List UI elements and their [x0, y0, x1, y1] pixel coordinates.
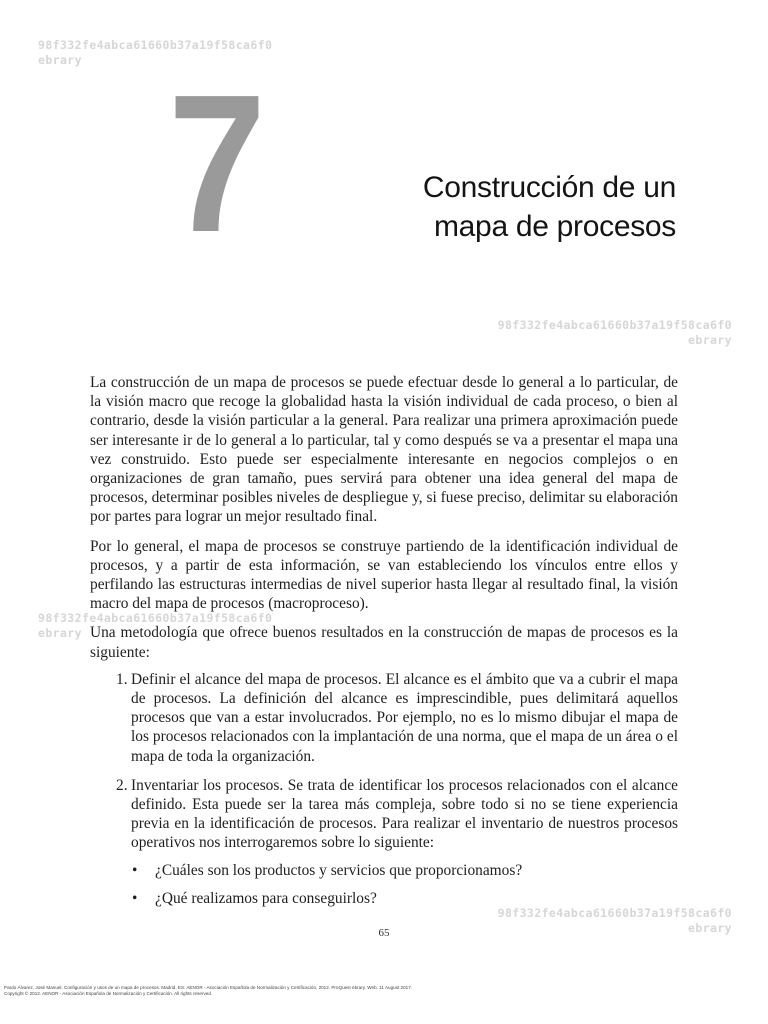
paragraph: Por lo general, el mapa de procesos se construye partiendo de la identificación individual de procesos, y a partir de esta información, se van estableciendo los vínculos entre ellos y perfilando las estructuras intermedias de nivel superior hasta llegar al resultado final, la visión macro del mapa de procesos (macroproceso). [90, 537, 678, 613]
question-text: ¿Qué realizamos para conseguirlos? [155, 889, 377, 907]
watermark-hash: 98f332fe4abca61660b37a19f58ca6f0 [497, 318, 732, 332]
bullet-icon: • [132, 861, 138, 879]
watermark-hash: 98f332fe4abca61660b37a19f58ca6f0 [38, 38, 273, 52]
footer [4, 985, 764, 997]
step-number: 2. [116, 776, 128, 794]
step-text: Definir el alcance del mapa de procesos. El alcance es el ámbito que va a cubrir el mapa de procesos. La definición del alcance es imprescindible, pues delimitará aquellos procesos que van a estar involucrados. Por ejemplo, no es lo mismo dibujar el mapa de los procesos relacionados con la implantación de una norma, que el mapa de un área o el mapa de toda la organización. [131, 670, 678, 765]
paragraph: Una metodología que ofrece buenos resultados en la construcción de mapas de procesos es la siguiente: [90, 624, 678, 661]
question-text: ¿Cuáles son los productos y servicios que proporcionamos? [155, 861, 523, 879]
chapter-title-line-1: Construcción de un [422, 171, 676, 204]
page-number: 65 [378, 927, 390, 939]
watermark [498, 318, 732, 348]
watermark-hash: 98f332fe4abca61660b37a19f58ca6f0 [38, 611, 273, 625]
chapter-title [256, 168, 676, 246]
step-text: Inventariar los procesos. Se trata de identificar los procesos relacionados con el alcance definido. Esta puede ser la tarea más compleja, sobre todo si no se tiene experiencia previa en la identificación de procesos. Para realizar el inventario de nuestros procesos operativos nos interrogaremos sobre lo siguiente: [131, 776, 678, 852]
paragraph: La construcción de un mapa de procesos se puede efectuar desde lo general a lo particular, de la visión macro que recoge la globalidad hasta la visión individual de cada proceso, o bien al contrario, desde la visión particular a la general. Para realizar una primera aproximación puede ser interesante ir de lo general a lo particular, tal y como después se va a presentar el mapa una vez construido. Esto puede ser especialmente interesante en negocios complejos o en organizaciones de gran tamaño, pues servirá para obtener una idea general del mapa de procesos, determinar posibles niveles de despliegue y, si fuese preciso, delimitar su elaboración por partes para lograr un mejor resultado final. [90, 374, 678, 526]
list-item [131, 861, 678, 880]
watermark-site: ebrary [688, 333, 732, 347]
bullet-icon: • [132, 889, 138, 907]
chapter-title-line-2: mapa de procesos [433, 210, 676, 243]
methodology-steps [90, 670, 678, 908]
watermark-site: ebrary [688, 921, 732, 935]
watermark-site: ebrary [38, 53, 82, 67]
list-item [90, 670, 678, 766]
list-item [90, 776, 678, 908]
watermark-hash: 98f332fe4abca61660b37a19f58ca6f0 [497, 906, 732, 920]
footer-citation: Pardo Álvarez, José Manuel. Configuración y usos de un mapa de procesos. Madrid, ES: AENOR - Asociación Española de Normalización y Certificación, 2012. ProQuest ebrary. Web. 11 August 2017. [4, 985, 413, 990]
chapter-number: 7 [168, 54, 263, 273]
step-number: 1. [116, 670, 128, 688]
footer-copyright: Copyright © 2012. AENOR - Asociación Española de Normalización y Certificación. All rights reserved. [4, 991, 213, 996]
questions-list [131, 861, 678, 908]
watermark-site: ebrary [38, 626, 82, 640]
chapter-body [90, 373, 678, 918]
